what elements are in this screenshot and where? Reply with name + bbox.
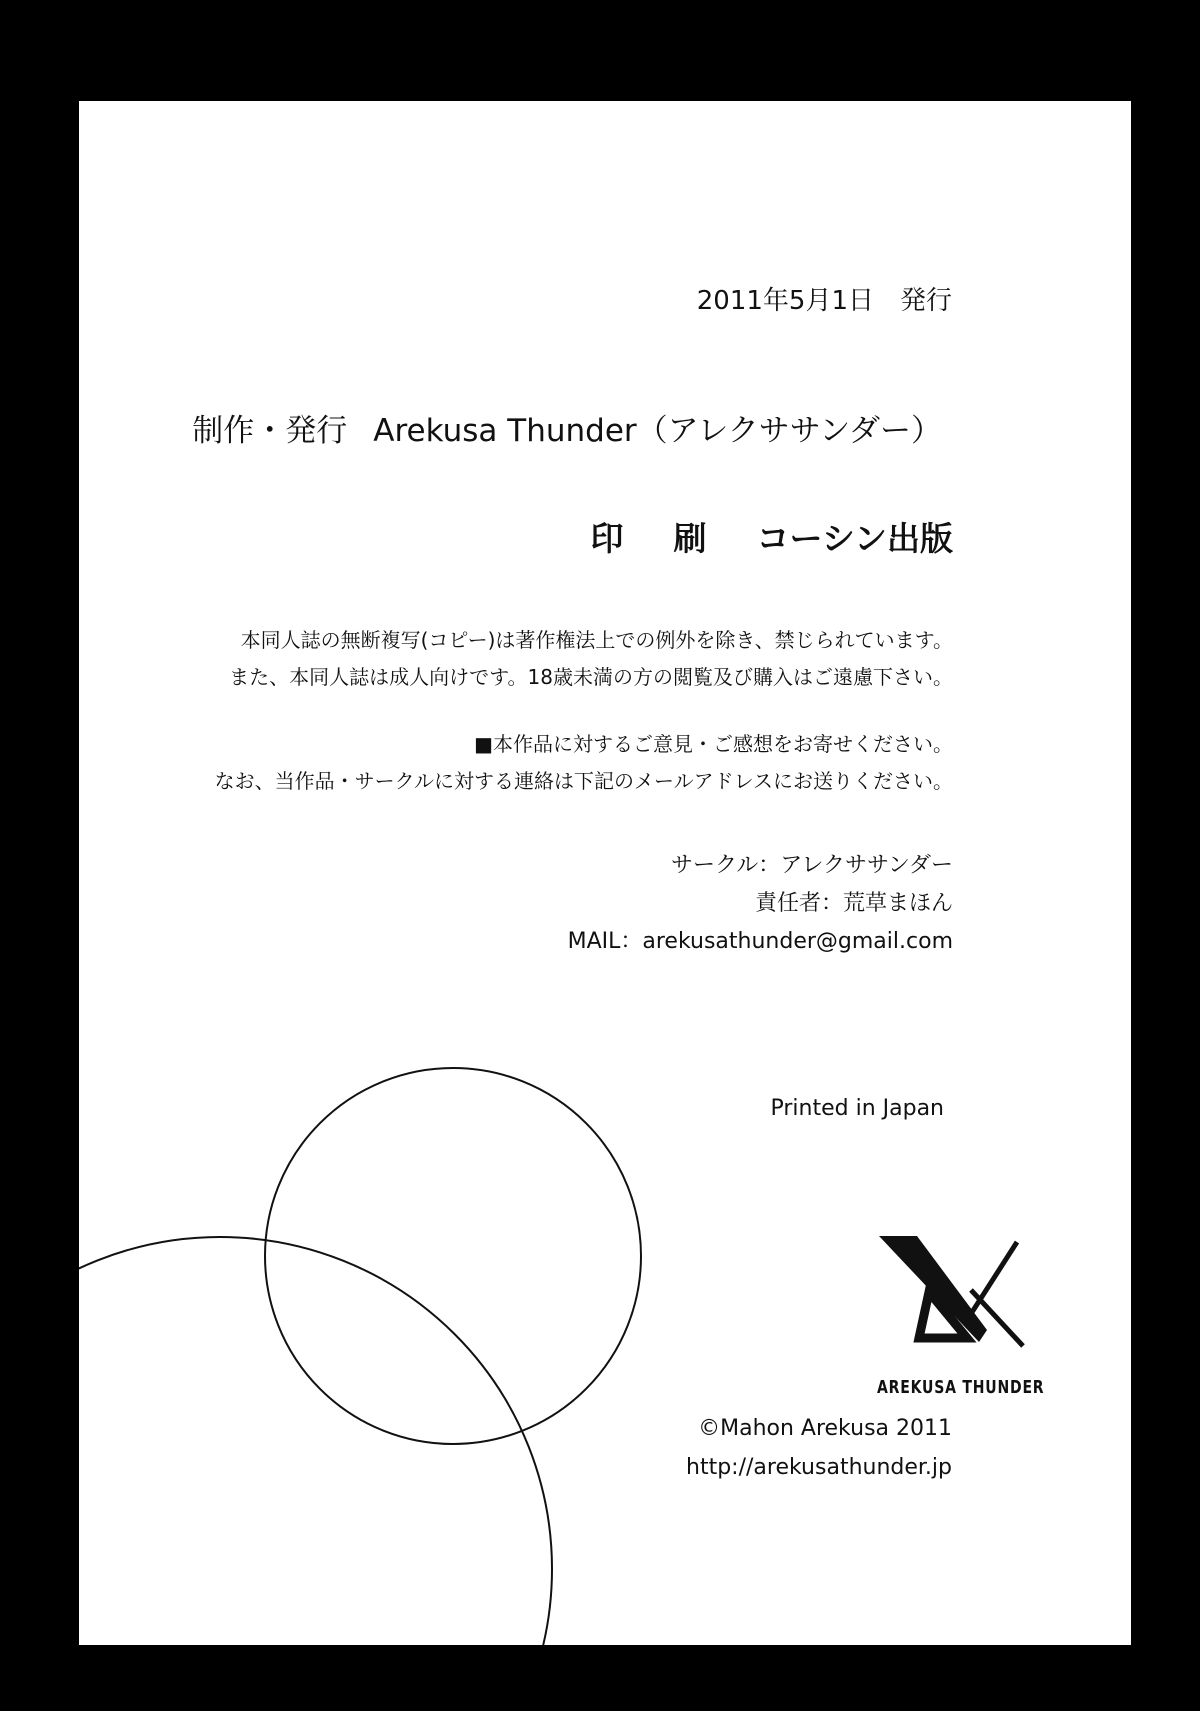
notice-adult: また、本同人誌は成人向けです。18歳未満の方の閲覧及び購入はご遠慮下さい。 (229, 665, 953, 689)
printer-line (590, 519, 953, 558)
issue-date: 2011年5月1日 発行 (696, 286, 952, 316)
notice-copyright: 本同人誌の無断複写(コピー)は著作権法上での例外を除き、禁じられています。 (240, 628, 953, 652)
colophon-page (79, 101, 1131, 1645)
decorative-circles (79, 101, 1131, 1645)
mail-address[interactable]: MAIL：arekusathunder@gmail.com (567, 929, 953, 954)
publisher-label: 制作・発行 (192, 413, 348, 449)
publisher-line (192, 413, 942, 449)
printer-name: コーシン出版 (756, 519, 953, 558)
printer-label: 印刷 (590, 519, 757, 558)
printed-in: Printed in Japan (770, 1096, 944, 1121)
website-link[interactable]: http://arekusathunder.jp (686, 1455, 952, 1480)
copyright-line: ©Mahon Arekusa 2011 (698, 1416, 952, 1441)
notice-feedback: ■本作品に対するご意見・ご感想をお寄せください。 (474, 732, 953, 756)
logo-wordmark: AREKUSA THUNDER (877, 1377, 1045, 1398)
circle-name: サークル：アレクササンダー (670, 853, 953, 878)
publisher-name: Arekusa Thunder（アレクササンダー） (373, 413, 942, 449)
notice-contact: なお、当作品・サークルに対する連絡は下記のメールアドレスにお送りください。 (214, 769, 953, 793)
arekusa-thunder-logo-icon (867, 1234, 1027, 1354)
responsible-person: 責任者：荒草まほん (754, 891, 953, 916)
circle-small (265, 1068, 641, 1444)
